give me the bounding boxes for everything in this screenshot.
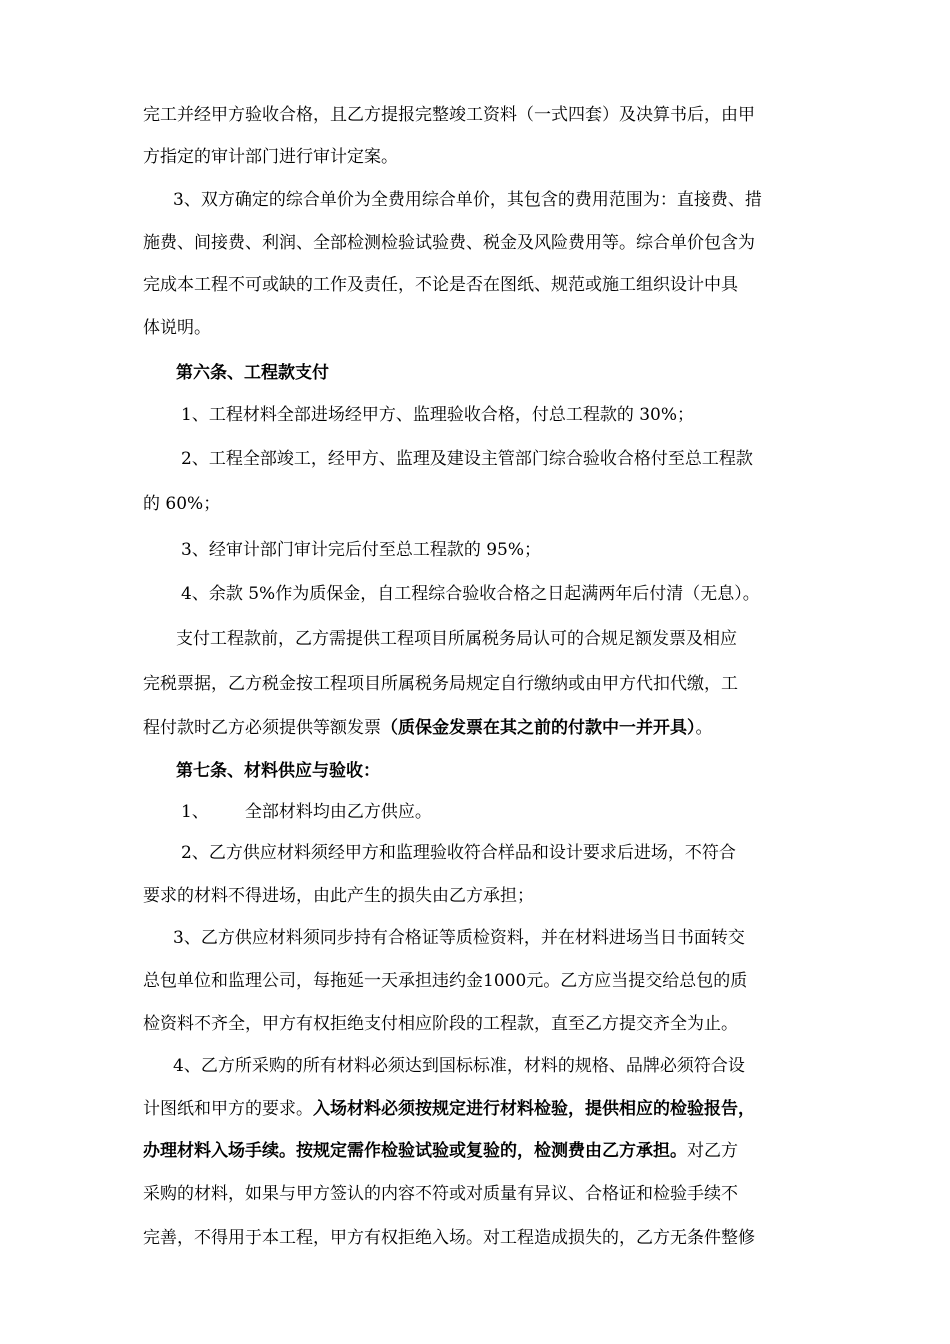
bold-text-segment: （质保金发票在其之前的付款中一并开具）	[381, 718, 696, 738]
text-segment: 计图纸和甲方的要求。	[143, 1099, 313, 1119]
text-line: 完善，不得用于本工程，甲方有权拒绝入场。对工程造成损失的，乙方无条件整修	[143, 1228, 755, 1248]
section-heading: 第七条、材料供应与验收：	[176, 761, 380, 781]
text-line: 体说明。	[143, 318, 211, 338]
text-line: 施费、间接费、利润、全部检测检验试验费、税金及风险费用等。综合单价包含为	[143, 233, 755, 253]
text-line: 3、经审计部门审计完后付至总工程款的 95%；	[181, 540, 542, 560]
list-number: 1、	[181, 802, 209, 822]
text-line: 4、乙方所采购的所有材料必须达到国标标准，材料的规格、品牌必须符合设	[173, 1056, 745, 1076]
text-line: 4、余款 5%作为质保金，自工程综合验收合格之日起满两年后付清（无息）。	[181, 584, 760, 604]
text-line: 要求的材料不得进场，由此产生的损失由乙方承担；	[143, 886, 534, 906]
text-line: 完成本工程不可或缺的工作及责任，不论是否在图纸、规范或施工组织设计中具	[143, 275, 738, 295]
text-line: 采购的材料，如果与甲方签认的内容不符或对质量有异议、合格证和检验手续不	[143, 1184, 738, 1204]
text-line: 3、双方确定的综合单价为全费用综合单价，其包含的费用范围为：直接费、措	[173, 190, 762, 210]
text-line: 1、工程材料全部进场经甲方、监理验收合格，付总工程款的 30%；	[181, 405, 695, 425]
text-line: 的 60%；	[143, 494, 221, 514]
text-line: 2、乙方供应材料须经甲方和监理验收符合样品和设计要求后进场，不符合	[181, 843, 736, 863]
text-line: 支付工程款前，乙方需提供工程项目所属税务局认可的合规足额发票及相应	[176, 629, 737, 649]
text-line	[143, 716, 713, 740]
text-line: 方指定的审计部门进行审计定案。	[143, 147, 398, 167]
bold-text-segment: 办理材料入场手续。按规定需作检验试验或复验的，检测费由乙方承担。	[143, 1141, 687, 1161]
bold-text-segment: 入场材料必须按规定进行材料检验，提供相应的检验报告，	[313, 1099, 755, 1119]
text-line: 完税票据，乙方税金按工程项目所属税务局规定自行缴纳或由甲方代扣代缴，工	[143, 674, 738, 694]
text-line: 检资料不齐全，甲方有权拒绝支付相应阶段的工程款，直至乙方提交齐全为止。	[143, 1014, 738, 1034]
text-segment: 对乙方	[687, 1141, 738, 1161]
text-line: 总包单位和监理公司，每拖延一天承担违约金1000元。乙方应当提交给总包的质	[143, 971, 748, 991]
text-segment: 。	[695, 718, 713, 738]
text-line: 完工并经甲方验收合格，且乙方提报完整竣工资料（一式四套）及决算书后，由甲	[143, 105, 755, 125]
section-heading: 第六条、工程款支付	[176, 363, 329, 383]
text-line: 3、乙方供应材料须同步持有合格证等质检资料，并在材料进场当日书面转交	[173, 928, 745, 948]
text-line: 2、工程全部竣工，经甲方、监理及建设主管部门综合验收合格付至总工程款	[181, 449, 753, 469]
text-segment: 全部材料均由乙方供应。	[244, 802, 432, 822]
text-line	[143, 1097, 755, 1121]
text-line	[181, 800, 432, 824]
text-segment: 程付款时乙方必须提供等额发票	[143, 718, 381, 738]
text-line	[143, 1139, 738, 1163]
